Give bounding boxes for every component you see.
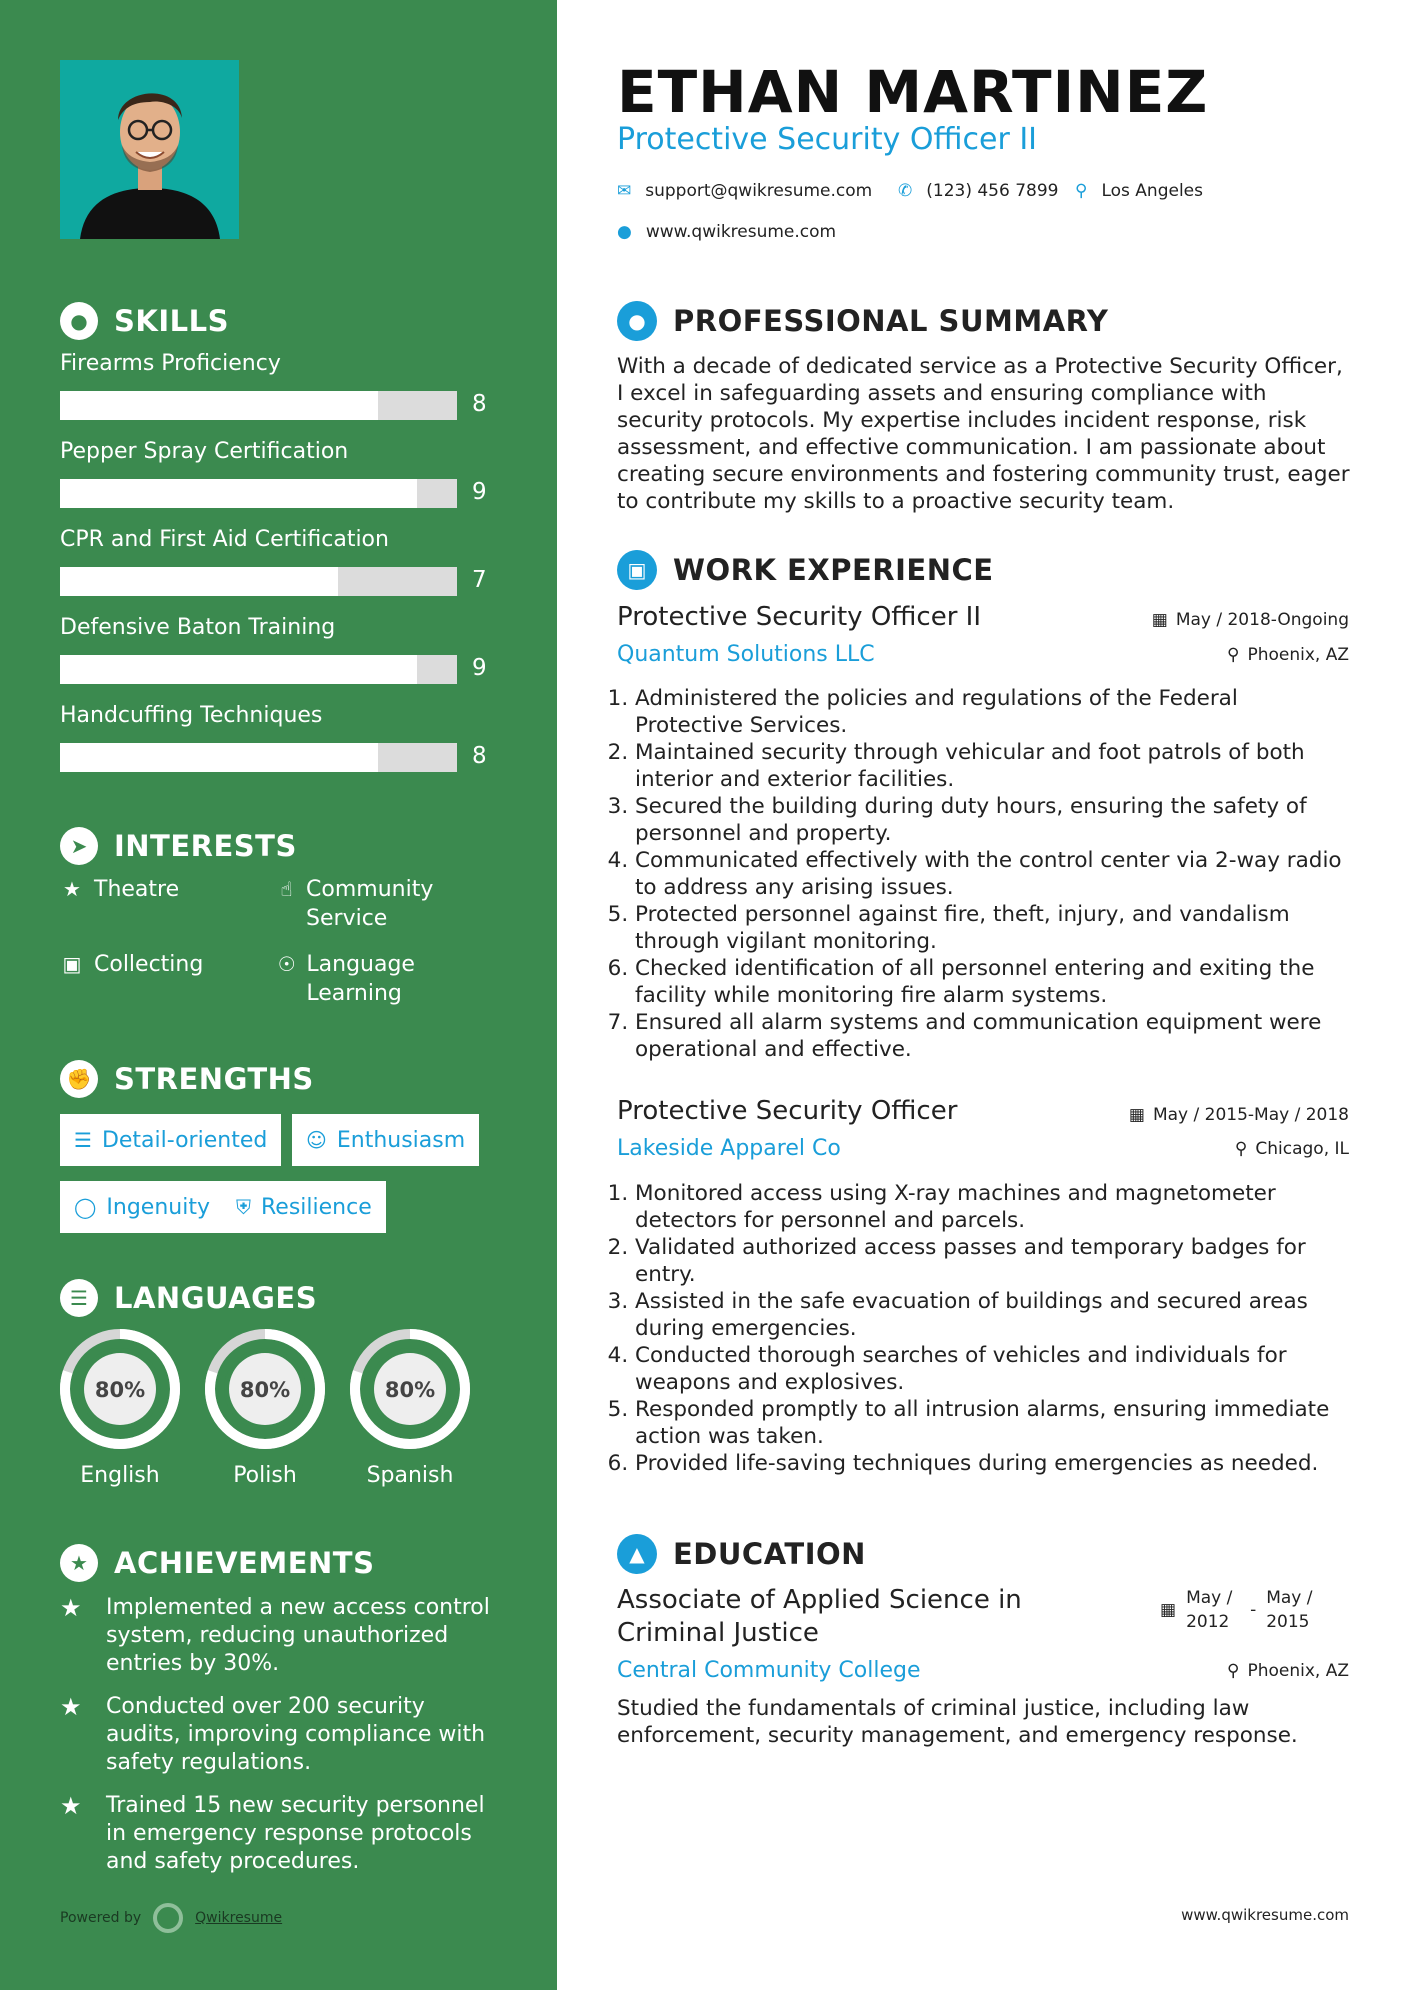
list-item: 7. Ensured all alarm systems and communication equipment were operational and effective. xyxy=(635,1009,1350,1063)
achievements-heading: ★ ACHIEVEMENTS xyxy=(60,1544,374,1582)
smile-icon: ☺ xyxy=(306,1128,327,1152)
interest-item: ★ Theatre xyxy=(60,875,260,904)
calendar-icon: ▦ xyxy=(1151,610,1168,630)
skill-value: 9 xyxy=(472,655,487,681)
skill-value: 9 xyxy=(472,479,487,505)
globe-icon: ● xyxy=(617,222,632,242)
interest-item: ▣ Collecting xyxy=(60,950,260,979)
paper-plane-icon: ➤ xyxy=(60,827,98,865)
language-ring xyxy=(58,1327,182,1451)
shooting-star-icon: ★ xyxy=(60,1792,82,1820)
list-item: 4. Communicated effectively with the control center via 2-way radio to address any arising issues. xyxy=(635,847,1350,901)
list-icon: ☰ xyxy=(74,1128,92,1152)
education-degree: Associate of Applied Science in Criminal Justice xyxy=(617,1585,1022,1648)
skill-name: Pepper Spray Certification xyxy=(60,439,349,464)
list-item: 2. Maintained security through vehicular and foot patrols of both interior and exterior facilities. xyxy=(635,739,1350,793)
language-icon: ☰ xyxy=(60,1279,98,1317)
envelope-icon: ✉ xyxy=(617,181,632,201)
summary-text: With a decade of dedicated service as a Protective Security Officer, I excel in safeguarding assets and ensuring compliance with security protocols. My expertise includes incident response, risk assessment, and effective communication. I am passionate about creating secure environments and fostering community trust, eager to contribute my skills to a proactive security team. xyxy=(617,354,1350,514)
lightbulb-icon: ◯ xyxy=(74,1195,97,1219)
map-pin-icon: ⚲ xyxy=(1075,181,1088,201)
contact-email[interactable]: ✉ support@qwikresume.com xyxy=(617,181,873,201)
skill-item xyxy=(60,703,500,769)
skill-bar xyxy=(60,743,457,772)
skill-item xyxy=(60,615,500,681)
list-item: 3. Secured the building during duty hours, ensuring the safety of personnel and property. xyxy=(635,793,1350,847)
job-2-title: Protective Security Officer xyxy=(617,1096,958,1126)
job-2-location: ⚲ Chicago, IL xyxy=(1234,1139,1349,1159)
pin-icon: ⚲ xyxy=(1227,1661,1240,1681)
interest-item: ☝ Community Service xyxy=(277,875,477,933)
achievement-item: ★ Implemented a new access control system, reducing unauthorized entries by 30%. xyxy=(60,1594,490,1676)
calendar-icon: ▦ xyxy=(1128,1105,1145,1125)
strength-tag: ◯ Ingenuity xyxy=(60,1181,224,1233)
language-name: Polish xyxy=(233,1463,297,1488)
job-2-company: Lakeside Apparel Co xyxy=(617,1136,841,1161)
sidebar xyxy=(0,0,557,1990)
star-icon: ★ xyxy=(63,877,81,901)
handshake-icon: ☝ xyxy=(280,877,293,901)
language-ring xyxy=(203,1327,327,1451)
skill-bar xyxy=(60,567,457,596)
calendar-icon: ▦ xyxy=(1160,1600,1177,1620)
contact-location: ⚲ Los Angeles xyxy=(1075,181,1203,201)
skill-bar xyxy=(60,391,457,420)
skill-name: Defensive Baton Training xyxy=(60,615,336,640)
powered-by: Powered by Qwikresume xyxy=(60,1903,282,1933)
interest-item: ☉ Language Learning xyxy=(277,952,415,1006)
footer-website-link[interactable]: www.qwikresume.com xyxy=(1181,1906,1349,1924)
pin-icon: ⚲ xyxy=(1234,1139,1248,1159)
qwikresume-logo-icon xyxy=(153,1903,183,1933)
experience-heading: ▣ WORK EXPERIENCE xyxy=(617,550,994,590)
job-1-location: ⚲ Phoenix, AZ xyxy=(1227,645,1349,665)
profile-photo xyxy=(60,60,239,239)
skill-bar xyxy=(60,479,457,508)
education-date: ▦ May / 2012 - May / 2015 xyxy=(1160,1588,1313,1632)
strength-tag: ⛨ Resilience xyxy=(222,1181,386,1233)
skill-bar xyxy=(60,655,457,684)
list-item: 6. Checked identification of all personnel entering and exiting the facility while monitoring fire alarm systems. xyxy=(635,955,1350,1009)
candidate-name: ETHAN MARTINEZ xyxy=(617,58,1209,126)
job-1-date: ▦ May / 2018-Ongoing xyxy=(1151,610,1349,630)
skill-bar-fill xyxy=(60,567,338,596)
skills-heading: ● SKILLS xyxy=(60,302,229,340)
job-1-bullets xyxy=(610,685,1350,1063)
language-name: Spanish xyxy=(366,1463,454,1488)
skill-bar-fill xyxy=(60,655,417,684)
phone-icon: ✆ xyxy=(898,181,913,201)
skill-bar-fill xyxy=(60,391,378,420)
globe-icon: ☉ xyxy=(277,952,296,976)
briefcase-icon: ▣ xyxy=(617,550,657,590)
skill-item xyxy=(60,527,500,593)
shooting-star-icon: ★ xyxy=(60,1594,82,1622)
language-name: English xyxy=(80,1463,160,1488)
list-item: 6. Provided life-saving techniques during emergencies as needed. xyxy=(635,1450,1350,1477)
skill-name: Handcuffing Techniques xyxy=(60,703,323,728)
languages-heading: ☰ LANGUAGES xyxy=(60,1279,317,1317)
skill-bar-fill xyxy=(60,479,417,508)
fist-icon: ✊ xyxy=(60,1060,98,1098)
list-item: 5. Responded promptly to all intrusion alarms, ensuring immediate action was taken. xyxy=(635,1396,1350,1450)
archive-icon: ▣ xyxy=(62,952,82,976)
skill-bar-fill xyxy=(60,743,378,772)
list-item: 4. Conducted thorough searches of vehicles and individuals for weapons and explosives. xyxy=(635,1342,1350,1396)
list-item: 3. Assisted in the safe evacuation of buildings and secured areas during emergencies. xyxy=(635,1288,1350,1342)
job-2-bullets xyxy=(610,1180,1350,1477)
language-ring xyxy=(348,1327,472,1451)
education-school: Central Community College xyxy=(617,1658,921,1683)
language-item xyxy=(203,1327,327,1488)
job-1-title: Protective Security Officer II xyxy=(617,602,982,632)
lightbulb-icon: ● xyxy=(60,302,98,340)
contact-phone: ✆ (123) 456 7899 xyxy=(898,181,1059,201)
job-2-date: ▦ May / 2015-May / 2018 xyxy=(1128,1105,1349,1125)
language-item xyxy=(348,1327,472,1488)
skill-item xyxy=(60,351,500,417)
language-percent: 80% xyxy=(384,1378,436,1402)
skill-name: Firearms Proficiency xyxy=(60,351,281,376)
graduation-icon: ▲ xyxy=(617,1534,657,1574)
job-title: Protective Security Officer II xyxy=(617,122,1038,157)
skill-value: 7 xyxy=(472,567,487,593)
skill-item xyxy=(60,439,500,505)
pin-icon: ⚲ xyxy=(1227,645,1240,665)
contact-website[interactable]: ● www.qwikresume.com xyxy=(617,222,837,242)
job-1-company: Quantum Solutions LLC xyxy=(617,642,875,667)
strength-tag: ☺ Enthusiasm xyxy=(292,1114,479,1166)
list-item: 1. Monitored access using X-ray machines and magnetometer detectors for personnel and parcels. xyxy=(635,1180,1350,1234)
skill-value: 8 xyxy=(472,391,487,417)
language-item xyxy=(58,1327,182,1488)
language-percent: 80% xyxy=(239,1378,291,1402)
qwikresume-link[interactable]: Qwikresume xyxy=(195,1910,283,1926)
achievement-item: ★ Trained 15 new security personnel in emergency response protocols and safety procedures. xyxy=(60,1792,485,1874)
list-item: 2. Validated authorized access passes and temporary badges for entry. xyxy=(635,1234,1350,1288)
skill-value: 8 xyxy=(472,743,487,769)
list-item: 1. Administered the policies and regulations of the Federal Protective Services. xyxy=(635,685,1350,739)
summary-heading: ● PROFESSIONAL SUMMARY xyxy=(617,301,1108,341)
language-percent: 80% xyxy=(94,1378,146,1402)
shooting-star-icon: ★ xyxy=(60,1693,82,1721)
interests-heading: ➤ INTERESTS xyxy=(60,827,297,865)
strength-tag: ☰ Detail-oriented xyxy=(60,1114,281,1166)
list-item: 5. Protected personnel against fire, theft, injury, and vandalism through vigilant monitoring. xyxy=(635,901,1350,955)
education-location: ⚲ Phoenix, AZ xyxy=(1227,1661,1349,1681)
user-icon: ● xyxy=(617,301,657,341)
education-heading: ▲ EDUCATION xyxy=(617,1534,866,1574)
person-avatar-icon xyxy=(60,60,239,239)
skill-name: CPR and First Aid Certification xyxy=(60,527,389,552)
strengths-heading: ✊ STRENGTHS xyxy=(60,1060,314,1098)
achievement-item: ★ Conducted over 200 security audits, improving compliance with safety regulations. xyxy=(60,1693,486,1775)
shield-icon: ⛨ xyxy=(236,1195,251,1219)
education-description: Studied the fundamentals of criminal justice, including law enforcement, security management, and emergency response. xyxy=(617,1696,1298,1748)
star-badge-icon: ★ xyxy=(60,1544,98,1582)
